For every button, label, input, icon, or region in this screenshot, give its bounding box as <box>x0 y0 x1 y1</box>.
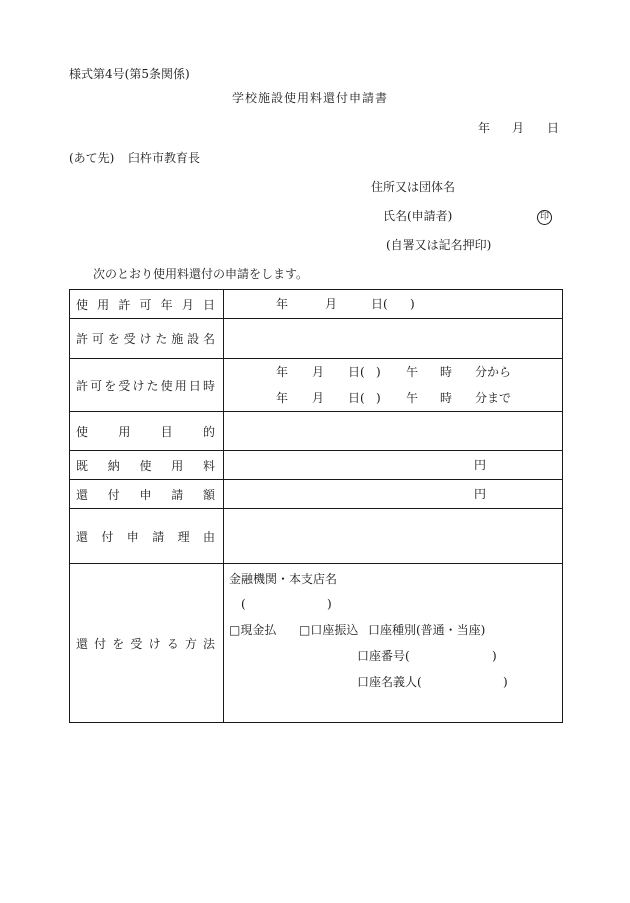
paid-fee-unit: 円 <box>474 458 487 472</box>
value-method[interactable] <box>224 564 563 723</box>
refund-amount-unit: 円 <box>474 487 487 501</box>
value-purpose[interactable] <box>224 412 563 451</box>
date-year-label: 年 <box>478 121 491 135</box>
addressee-prefix: (あて先) <box>69 151 115 165</box>
label-usage-datetime: 許可を受けた使用日時 <box>70 359 224 412</box>
label-paid-fee: 既納使用料 <box>70 451 224 480</box>
from-hour: 時 <box>440 365 453 379</box>
row-method <box>70 564 563 723</box>
account-type-label: 口座種別(普通・当座) <box>368 623 486 637</box>
to-hour: 時 <box>440 391 453 405</box>
cash-checkbox[interactable]: □現金払 <box>229 623 277 637</box>
account-holder-label: 口座名義人( <box>357 675 422 689</box>
refund-form-table <box>69 289 563 723</box>
seal-icon: 印 <box>537 210 552 225</box>
row-facility <box>70 319 563 359</box>
account-holder-close: ) <box>503 675 508 689</box>
row-paid-fee <box>70 451 563 480</box>
to-day: 日( <box>348 391 365 405</box>
to-year: 年 <box>276 391 289 405</box>
addressee-name: 臼杵市教育長 <box>128 151 201 165</box>
value-paid-fee[interactable] <box>224 451 563 480</box>
value-permit-date[interactable] <box>224 290 563 319</box>
from-month: 月 <box>312 365 325 379</box>
label-facility: 許可を受けた施設名 <box>70 319 224 359</box>
from-close: ) <box>376 365 381 379</box>
row-permit-date <box>70 290 563 319</box>
applicant-name-label: 氏名(申請者) <box>383 209 453 223</box>
label-refund-reason: 還付申請理由 <box>70 509 224 564</box>
permit-close: ) <box>410 297 415 311</box>
date-month-label: 月 <box>512 121 525 135</box>
account-number-close: ) <box>492 649 497 663</box>
permit-year: 年 <box>276 297 289 311</box>
from-min: 分から <box>475 365 512 379</box>
transfer-checkbox[interactable]: □口座振込 <box>299 623 359 637</box>
value-refund-amount[interactable] <box>224 480 563 509</box>
account-number-label: 口座番号( <box>357 649 410 663</box>
value-facility[interactable] <box>224 319 563 359</box>
row-purpose <box>70 412 563 451</box>
bank-paren-close: ) <box>327 597 332 611</box>
applicant-note: (自署又は記名押印) <box>386 238 492 252</box>
label-method: 還付を受ける方法 <box>70 564 224 723</box>
to-min: 分まで <box>475 391 512 405</box>
row-usage-datetime <box>70 359 563 412</box>
permit-month: 月 <box>325 297 338 311</box>
to-ampm: 午 <box>406 391 419 405</box>
bank-label: 金融機関・本支店名 <box>229 572 338 586</box>
to-close: ) <box>376 391 381 405</box>
seal-mark <box>537 208 552 225</box>
from-day: 日( <box>348 365 365 379</box>
to-month: 月 <box>312 391 325 405</box>
bank-paren-open: ( <box>241 597 246 611</box>
from-ampm: 午 <box>406 365 419 379</box>
form-number: 様式第4号(第5条関係) <box>69 67 190 81</box>
date-day-label: 日 <box>547 121 560 135</box>
permit-day: 日( <box>371 297 388 311</box>
row-refund-amount <box>70 480 563 509</box>
value-usage-datetime[interactable] <box>224 359 563 412</box>
intro-text: 次のとおり使用料還付の申請をします。 <box>93 267 309 281</box>
page-title: 学校施設使用料還付申請書 <box>232 91 389 105</box>
label-purpose: 使用目的 <box>70 412 224 451</box>
label-permit-date: 使用許可年月日 <box>70 290 224 319</box>
from-year: 年 <box>276 365 289 379</box>
row-refund-reason <box>70 509 563 564</box>
label-refund-amount: 還付申請額 <box>70 480 224 509</box>
applicant-address-label: 住所又は団体名 <box>371 180 456 194</box>
value-refund-reason[interactable] <box>224 509 563 564</box>
